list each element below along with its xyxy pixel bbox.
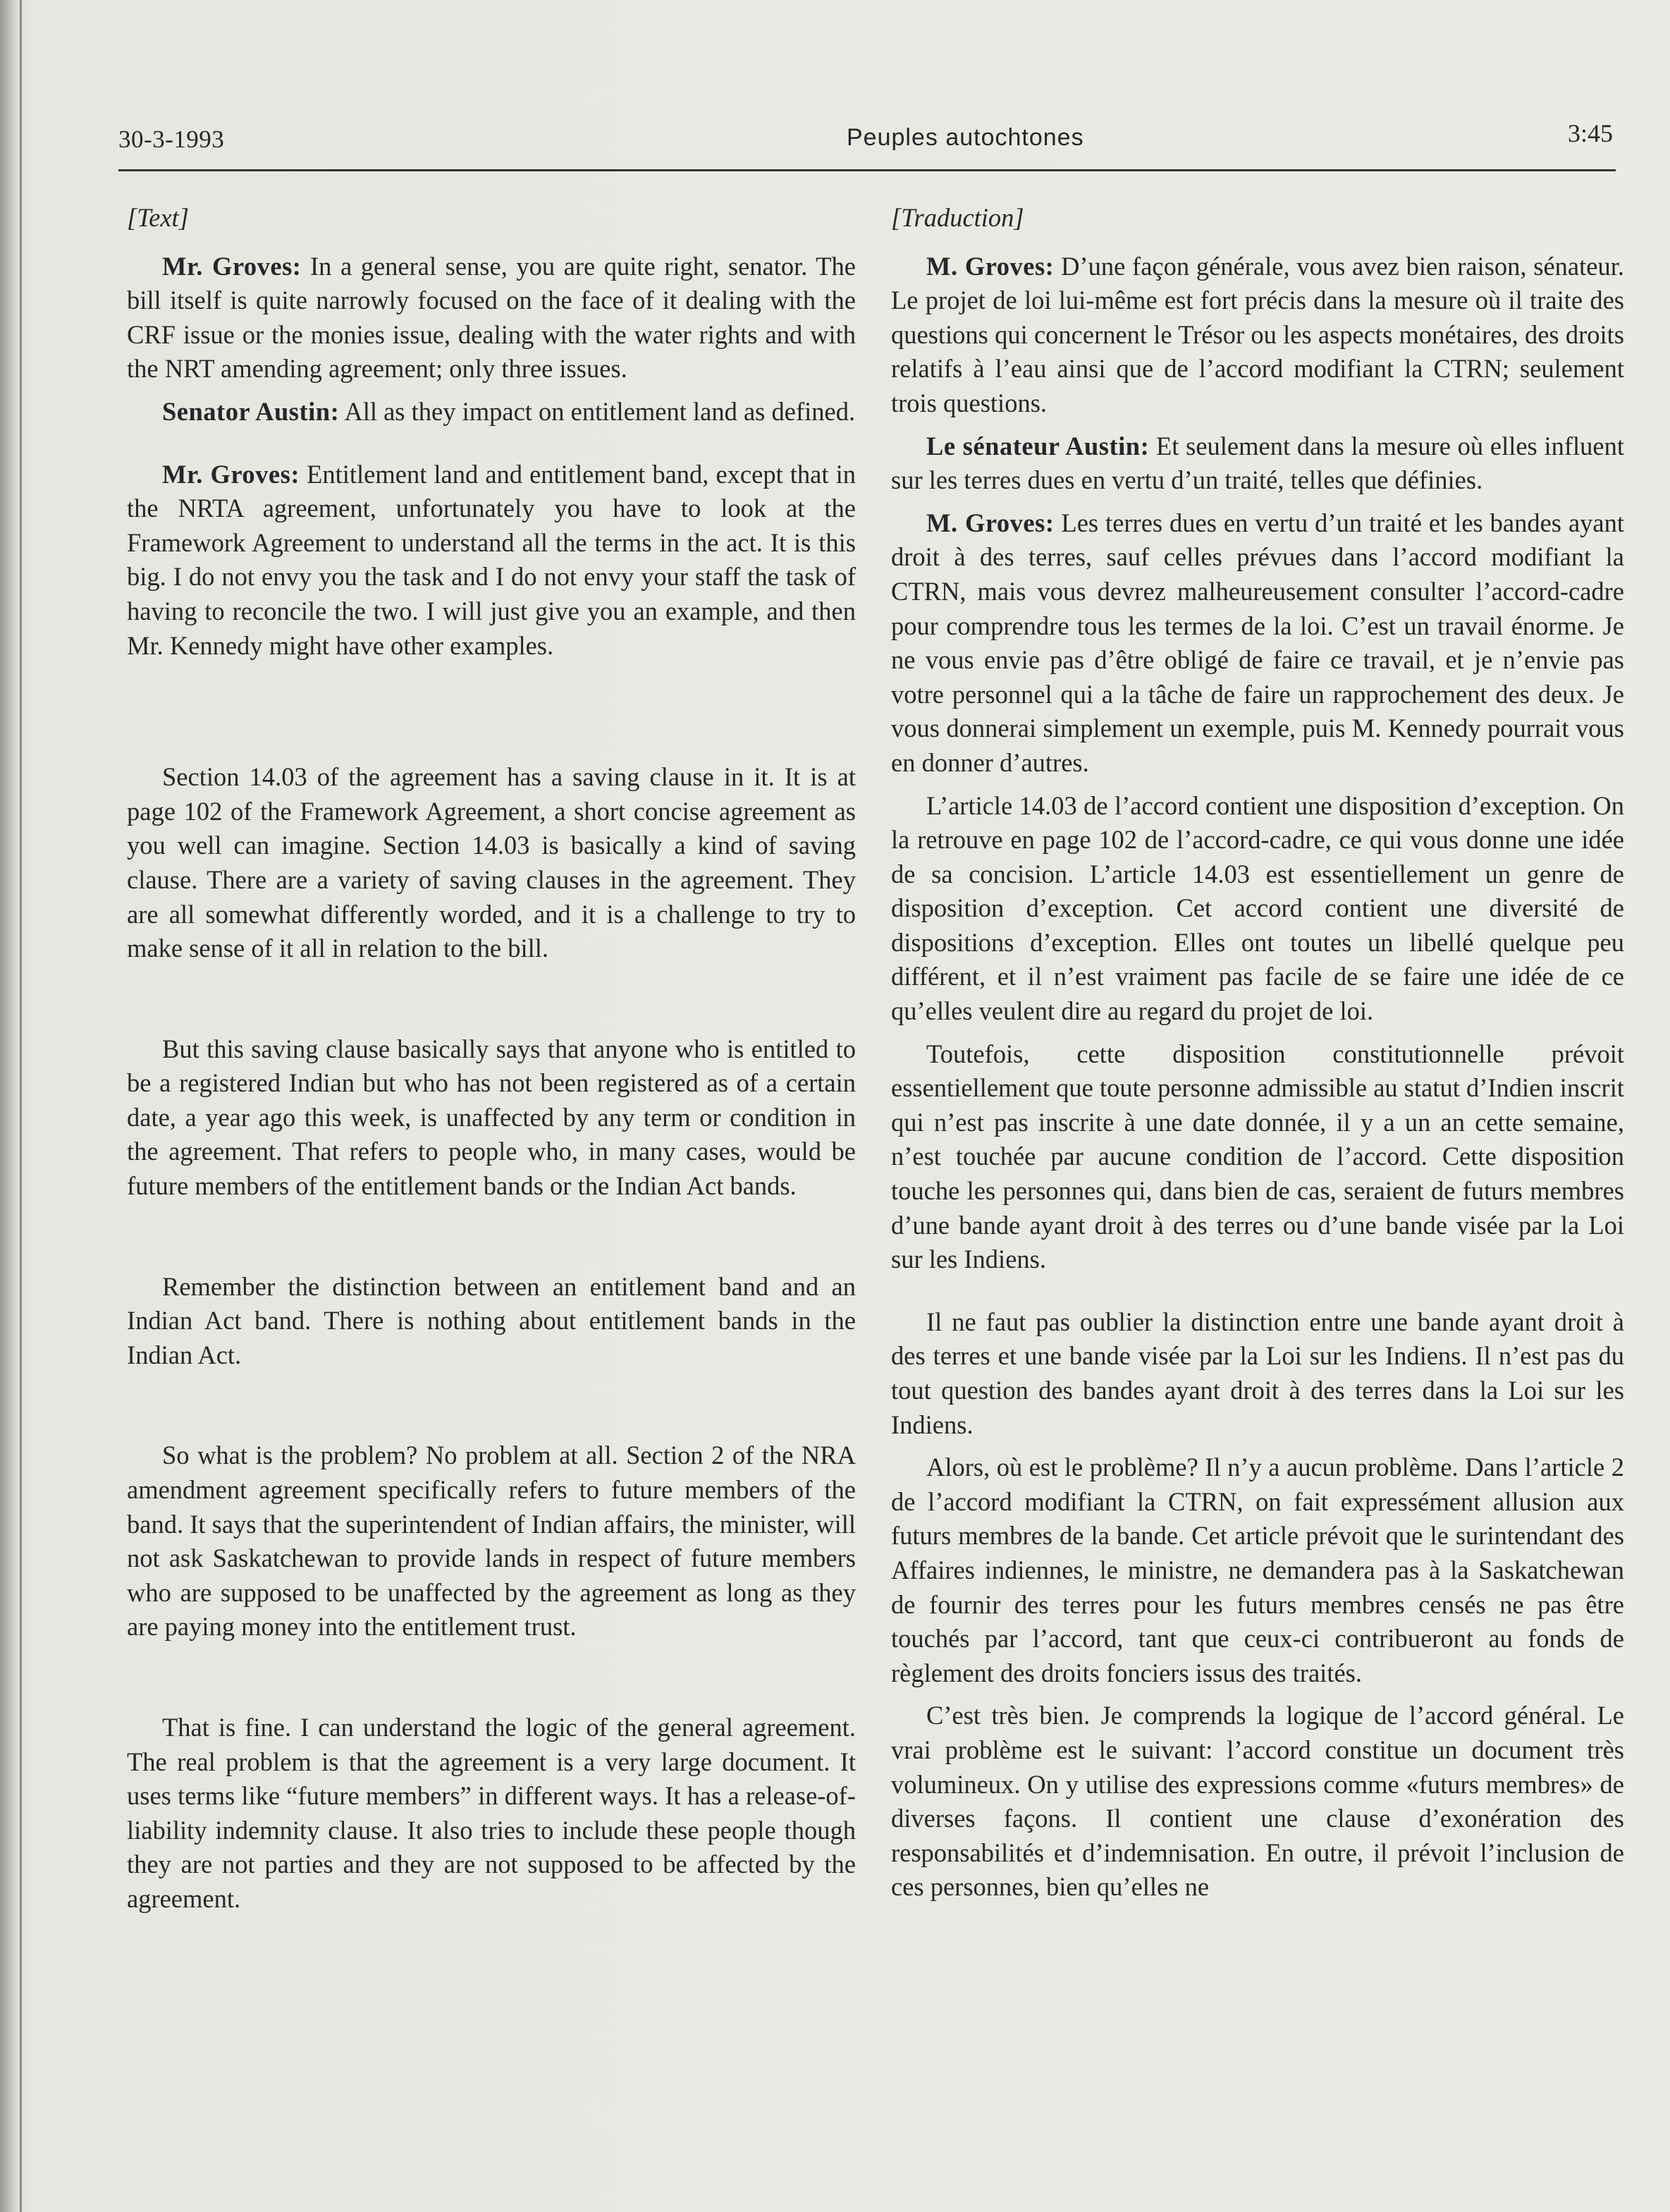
speaker-name: Senator Austin: <box>162 396 340 426</box>
paragraph: But this saving clause basically says that anyone who is entitled to be a registered Indian but who has not been registered as of a certain date, a year ago this week, is unaffected by any term or condition in the agreement. That refers to people who, in many cases, would be future members of the entitlement bands or the Indian Act bands. <box>127 1034 856 1201</box>
paragraph <box>127 250 856 386</box>
speaker-name: Mr. Groves: <box>162 459 300 489</box>
running-header <box>118 118 1616 171</box>
paragraph <box>891 506 1624 781</box>
paragraph-text: D’une façon générale, vous avez bien raison, sénateur. Le projet de loi lui-même est fort précis dans la mesure où il traite des questions qui concernent le Trésor ou les aspects monétaires, des droits relatifs à l’eau ainsi que de l’accord modifiant la CTRN; seulement trois questions. <box>891 251 1624 417</box>
paragraph: That is fine. I can understand the logic of the general agreement. The real problem is that the agreement is a very large document. It uses terms like “future members” in different ways. It has a release-of-liability indemnity clause. It also tries to include these people though they are not parties and they are not supposed to be affected by the agreement. <box>127 1713 856 1913</box>
paragraph <box>891 250 1624 421</box>
paragraph-text: Les terres dues en vertu d’un traité et les bandes ayant droit à des terres, sauf celles prévues dans l’accord modifiant la CTRN, mais vous devrez malheureusement consulter l’accord-cadre pour comprendre tous les termes de la loi. C’est un travail énorme. Je ne vous envie pas d’être obligé de faire ce travail, et je n’envie pas votre personnel qui a la tâche de faire un rapprochement des deux. Je vous donnerai simplement un exemple, puis M. Kennedy pourrait vous en donner d’autres. <box>891 508 1624 777</box>
paragraph <box>127 458 856 664</box>
paragraph: Section 14.03 of the agreement has a saving clause in it. It is at page 102 of the Framework Agreement, a short concise agreement as you well can imagine. Section 14.03 is basically a kind of saving clause. There are a variety of saving clauses in the agreement. They are all somewhat differently worded, and it is a challenge to try to make sense of it all in relation to the bill. <box>127 762 856 963</box>
paragraph-text: All as they impact on entitlement land as defined. <box>339 396 856 426</box>
paragraph: Il ne faut pas oublier la distinction entre une bande ayant droit à des terres et une bande visée par la Loi sur les Indiens. Il n’est pas du tout question des bandes ayant droit à des terres dans la Loi sur les Indiens. <box>891 1307 1624 1439</box>
language-tag-text: [Text] <box>127 203 189 232</box>
speaker-name: M. Groves: <box>926 508 1055 537</box>
speaker-name: Le sénateur Austin: <box>926 431 1150 460</box>
right-column-french <box>891 201 1624 1913</box>
paragraph-text: Entitlement land and entitlement band, except that in the NRTA agreement, unfortunately you have to look at the Framework Agreement to understand all the terms in the act. It is this big. I do not envy you the task and I do not envy your staff the task of having to reconcile the two. I will just give you an example, and then Mr. Kennedy might have other examples. <box>127 459 856 660</box>
speaker-name: M. Groves: <box>926 251 1055 281</box>
paragraph: Toutefois, cette disposition constitutionnelle prévoit essentiellement que toute personne admissible au statut d’Indien inscrit qui n’est pas inscrite à une date donnée, il y a un an cette semaine, n’est touchée par aucune condition de l’accord. Cette disposition touche les personnes qui, dans bien de cas, seraient de futurs membres d’une bande ayant droit à des terres ou d’une bande visée par la Loi sur les Indiens. <box>891 1039 1624 1274</box>
paragraph: Alors, où est le problème? Il n’y a aucun problème. Dans l’article 2 de l’accord modifiant la CTRN, on fait expressément allusion aux futurs membres de la bande. Cet article prévoit que le surintendant des Affaires indiennes, le ministre, ne demandera pas à la Saskatchewan de fournir des terres pour les futurs membres censés ne pas être touchés par l’accord, tant que ceux-ci contribueront au fonds de règlement des droits fonciers issus des traités. <box>891 1453 1624 1687</box>
header-title: Peuples autochtones <box>847 124 1084 151</box>
paragraph: L’article 14.03 de l’accord contient une disposition d’exception. On la retrouve en page 102 de l’accord-cadre, ce qui vous donne une idée de sa concision. L’article 14.03 est essentiellement un genre de disposition d’exception. Cet accord contient une diversité de dispositions d’exception. Elles ont toutes un libellé quelque peu différent, et il n’est vraiment pas facile de se faire une idée de ce qu’elles veulent dire au regard du projet de loi. <box>891 790 1624 1026</box>
language-tag-traduction: [Traduction] <box>891 203 1024 232</box>
paragraph: So what is the problem? No problem at all. Section 2 of the NRA amendment agreement specifically refers to future members of the band. It says that the superintendent of Indian affairs, the minister, will not ask Saskatchewan to provide lands in respect of future members who are supposed to be unaffected by the agreement as long as they are paying money into the entitlement trust. <box>127 1441 856 1642</box>
header-date: 30-3-1993 <box>118 126 225 153</box>
paragraph-text: In a general sense, you are quite right, senator. The bill itself is quite narrowly focused on the face of it dealing with the CRF issue or the monies issue, dealing with the water rights and with the NRT amending agreement; only three issues. <box>127 251 857 384</box>
paragraph-text: Et seulement dans la mesure où elles influent sur les terres dues en vertu d’un traité, telles que définies. <box>891 431 1625 495</box>
paragraph <box>891 429 1624 498</box>
paragraph: Remember the distinction between an entitlement band and an Indian Act band. There is nothing about entitlement bands in the Indian Act. <box>127 1271 856 1369</box>
speaker-name: Mr. Groves: <box>162 251 302 281</box>
header-page-number: 3:45 <box>1567 119 1613 147</box>
binding-edge <box>20 0 22 2212</box>
paragraph <box>127 395 856 429</box>
left-column-english <box>127 201 856 1917</box>
paragraph: C’est très bien. Je comprends la logique de l’accord général. Le vrai problème est le suivant: l’accord constitue un document très volumineux. On y utilise des expressions comme «futurs membres» de diverses façons. Il contient une clause d’exonération des responsabilités et d’indemnisation. En outre, il prévoit l’inclusion de ces personnes, bien qu’elles ne <box>891 1701 1624 1902</box>
